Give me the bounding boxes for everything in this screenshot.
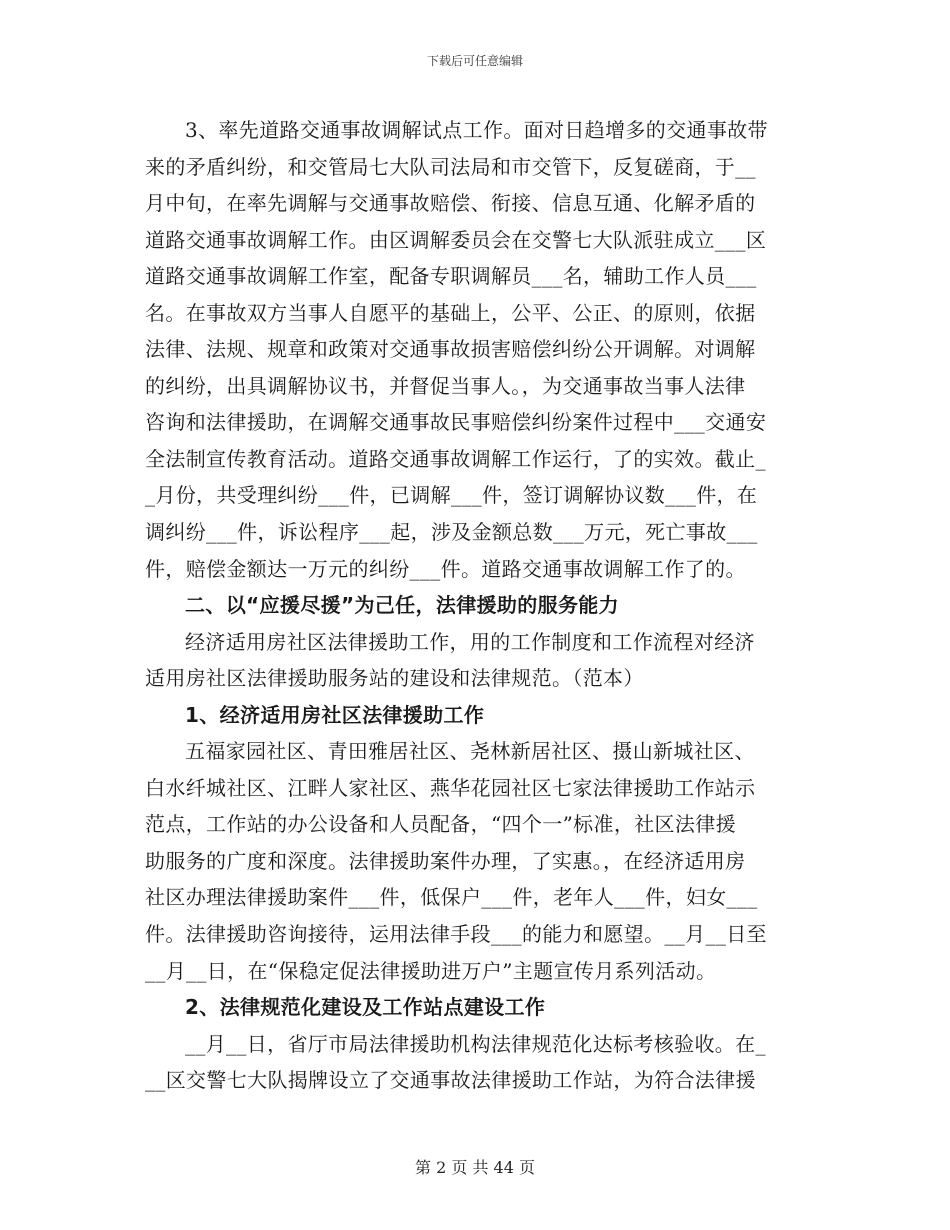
paragraph-line: 咨询和法律援助，在调解交通事故民事赔偿纠纷案件过程中___交通安 — [145, 410, 767, 435]
page-number: 第 2 页 共 44 页 — [415, 1158, 535, 1177]
section-heading: 1、经济适用房社区法律援助工作 — [185, 702, 485, 727]
paragraph-line: 的纠纷，出具调解协议书，并督促当事人。，为交通事故当事人法律 — [145, 373, 746, 398]
paragraph-line: 法律、法规、规章和政策对交通事故损害赔偿纠纷公开调解。对调解 — [145, 337, 756, 362]
paragraph-line: 件。法律援助咨询接待，运用法律手段___的能力和愿望。__月__日至 — [145, 922, 767, 947]
paragraph-line: 道路交通事故调解工作。由区调解委员会在交警七大队派驻成立___区 — [145, 227, 767, 252]
paragraph-line: 五福家园社区、青田雅居社区、尧林新居社区、摄山新城社区、 — [185, 739, 755, 764]
paragraph-line: 白水纤城社区、江畔人家社区、燕华花园社区七家法律援助工作站示 — [145, 775, 756, 800]
paragraph-line: 月中旬，在率先调解与交通事故赔偿、衔接、信息互通、化解矛盾的 — [145, 191, 756, 216]
paragraph-line: 件，赔偿金额达一万元的纠纷___件。道路交通事故调解工作了的。 — [145, 556, 746, 581]
section-heading: 2、法律规范化建设及工作站点建设工作 — [185, 995, 546, 1020]
paragraph-line: __区交警七大队揭牌设立了交通事故法律援助工作站，为符合法律援 — [145, 1068, 756, 1093]
paragraph-line: _月份，共受理纠纷___件，已调解___件，签订调解协议数___件，在 — [145, 483, 758, 508]
paragraph-line: 经济适用房社区法律援助工作，用的工作制度和工作流程对经济 — [185, 629, 755, 654]
paragraph-line: 来的矛盾纠纷，和交管局七大队司法局和市交管下，反复磋商，于__ — [145, 154, 756, 179]
document-body — [145, 112, 805, 1099]
section-heading: 二、以“应援尽援”为己任，法律援助的服务能力 — [185, 593, 619, 618]
page-header: 下载后可任意编辑 — [426, 54, 523, 68]
paragraph-line: 调纠纷___件，诉讼程序___起，涉及金额总数___万元，死亡事故___ — [145, 520, 758, 545]
paragraph-line: 社区办理法律援助案件___件，低保户___件，老年人___件，妇女___ — [145, 885, 758, 910]
paragraph-line: 助服务的广度和深度。法律援助案件办理，了实惠。，在经济适用房 — [145, 848, 746, 873]
paragraph-line: 全法制宣传教育活动。道路交通事故调解工作运行，了的实效。截止_ — [145, 446, 766, 471]
paragraph-line: 范点，工作站的办公设备和人员配备，“四个一”标准，社区法律援 — [145, 812, 736, 837]
paragraph-line: 适用房社区法律援助服务站的建设和法律规范。（范本） — [145, 666, 644, 691]
paragraph-line: 名。在事故双方当事人自愿平的基础上，公平、公正、的原则，依据 — [145, 300, 756, 325]
paragraph-line: 3、率先道路交通事故调解试点工作。面对日趋增多的交通事故带 — [185, 118, 768, 142]
paragraph-line: 道路交通事故调解工作室，配备专职调解员___名，辅助工作人员___ — [145, 264, 757, 289]
paragraph-line: __月__日，省厅市局法律援助机构法律规范化达标考核验收。在_ — [185, 1031, 766, 1056]
paragraph-line: __月__日，在“保稳定促法律援助进万户”主题宣传月系列活动。 — [145, 958, 717, 983]
